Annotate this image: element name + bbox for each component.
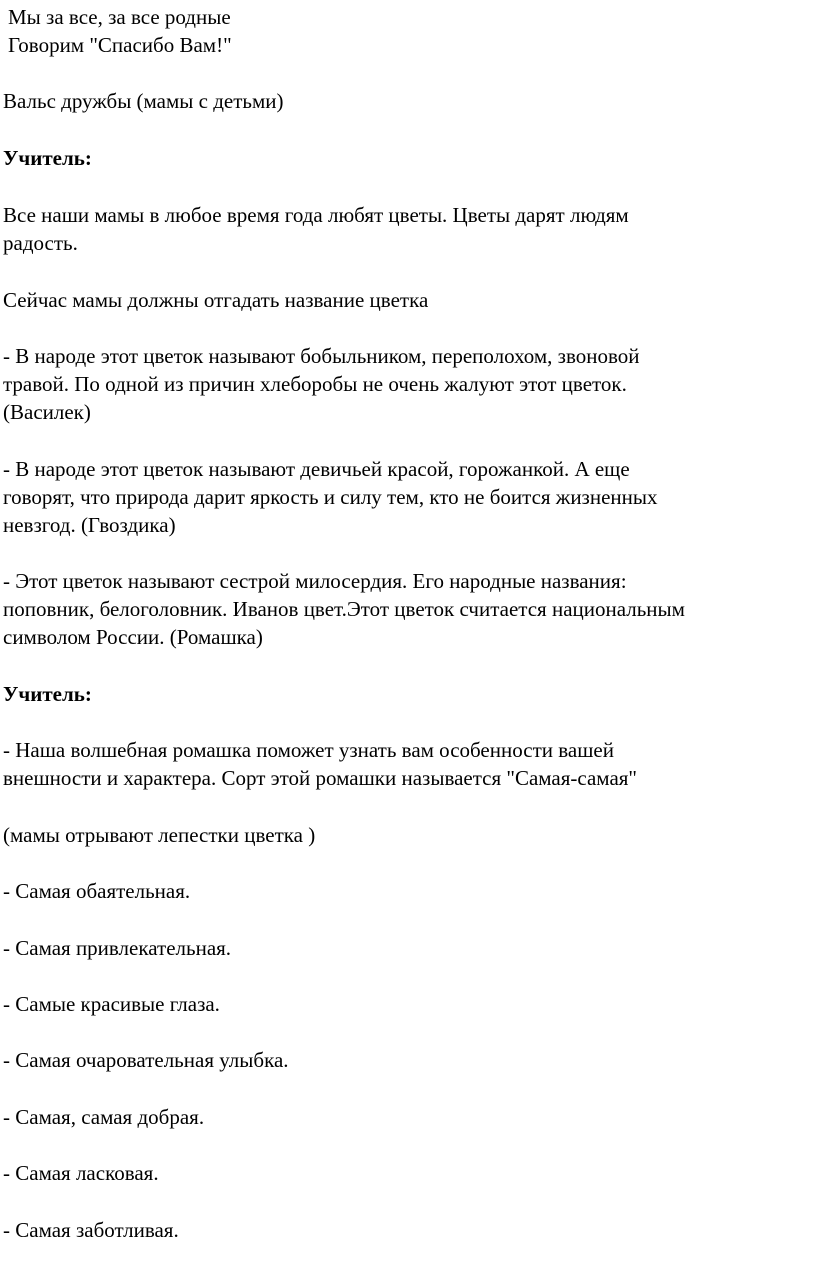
list-item: - Самая, самая добрая. bbox=[3, 1105, 205, 1129]
guess-intro: Сейчас мамы должны отгадать название цветка bbox=[3, 288, 429, 312]
riddle-2-line-3: невзгод. (Гвоздика) bbox=[3, 513, 176, 537]
teacher-label: Учитель: bbox=[3, 146, 92, 170]
riddle-1-line-2: травой. По одной из причин хлеборобы не очень жалуют этот цветок. bbox=[3, 372, 627, 396]
riddle-1-line-3: (Василек) bbox=[3, 400, 91, 424]
riddle-1-line-1: - В народе этот цветок называют бобыльником, переполохом, звоновой bbox=[3, 344, 640, 368]
verse-line-2: Говорим "Спасибо Вам!" bbox=[8, 33, 232, 57]
magic-daisy-line-2: внешности и характера. Сорт этой ромашки называется "Самая-самая" bbox=[3, 766, 637, 790]
list-item: - Самая заботливая. bbox=[3, 1218, 179, 1242]
list-item: - Самая очаровательная улыбка. bbox=[3, 1048, 289, 1072]
teacher-label: Учитель: bbox=[3, 682, 92, 706]
riddle-2-line-1: - В народе этот цветок называют девичьей красой, горожанкой. А еще bbox=[3, 457, 630, 481]
riddle-3-line-1: - Этот цветок называют сестрой милосердия. Его народные названия: bbox=[3, 569, 627, 593]
list-item: - Самая ласковая. bbox=[3, 1161, 159, 1185]
riddle-3-line-3: символом России. (Ромашка) bbox=[3, 625, 263, 649]
magic-daisy-line-1: - Наша волшебная ромашка поможет узнать вам особенности вашей bbox=[3, 738, 614, 762]
list-item: - Самая обаятельная. bbox=[3, 879, 191, 903]
riddle-2-line-2: говорят, что природа дарит яркость и силу тем, кто не боится жизненных bbox=[3, 485, 658, 509]
list-item: - Самые красивые глаза. bbox=[3, 992, 220, 1016]
waltz-heading: Вальс дружбы (мамы с детьми) bbox=[3, 89, 284, 113]
flowers-intro-line-1: Все наши мамы в любое время года любят цветы. Цветы дарят людям bbox=[3, 203, 629, 227]
riddle-3-line-2: поповник, белоголовник. Иванов цвет.Этот цветок считается национальным bbox=[3, 597, 685, 621]
verse-line-1: Мы за все, за все родные bbox=[8, 5, 231, 29]
flowers-intro-line-2: радость. bbox=[3, 231, 78, 255]
list-item: - Самая привлекательная. bbox=[3, 936, 232, 960]
petals-note: (мамы отрывают лепестки цветка ) bbox=[3, 823, 316, 847]
